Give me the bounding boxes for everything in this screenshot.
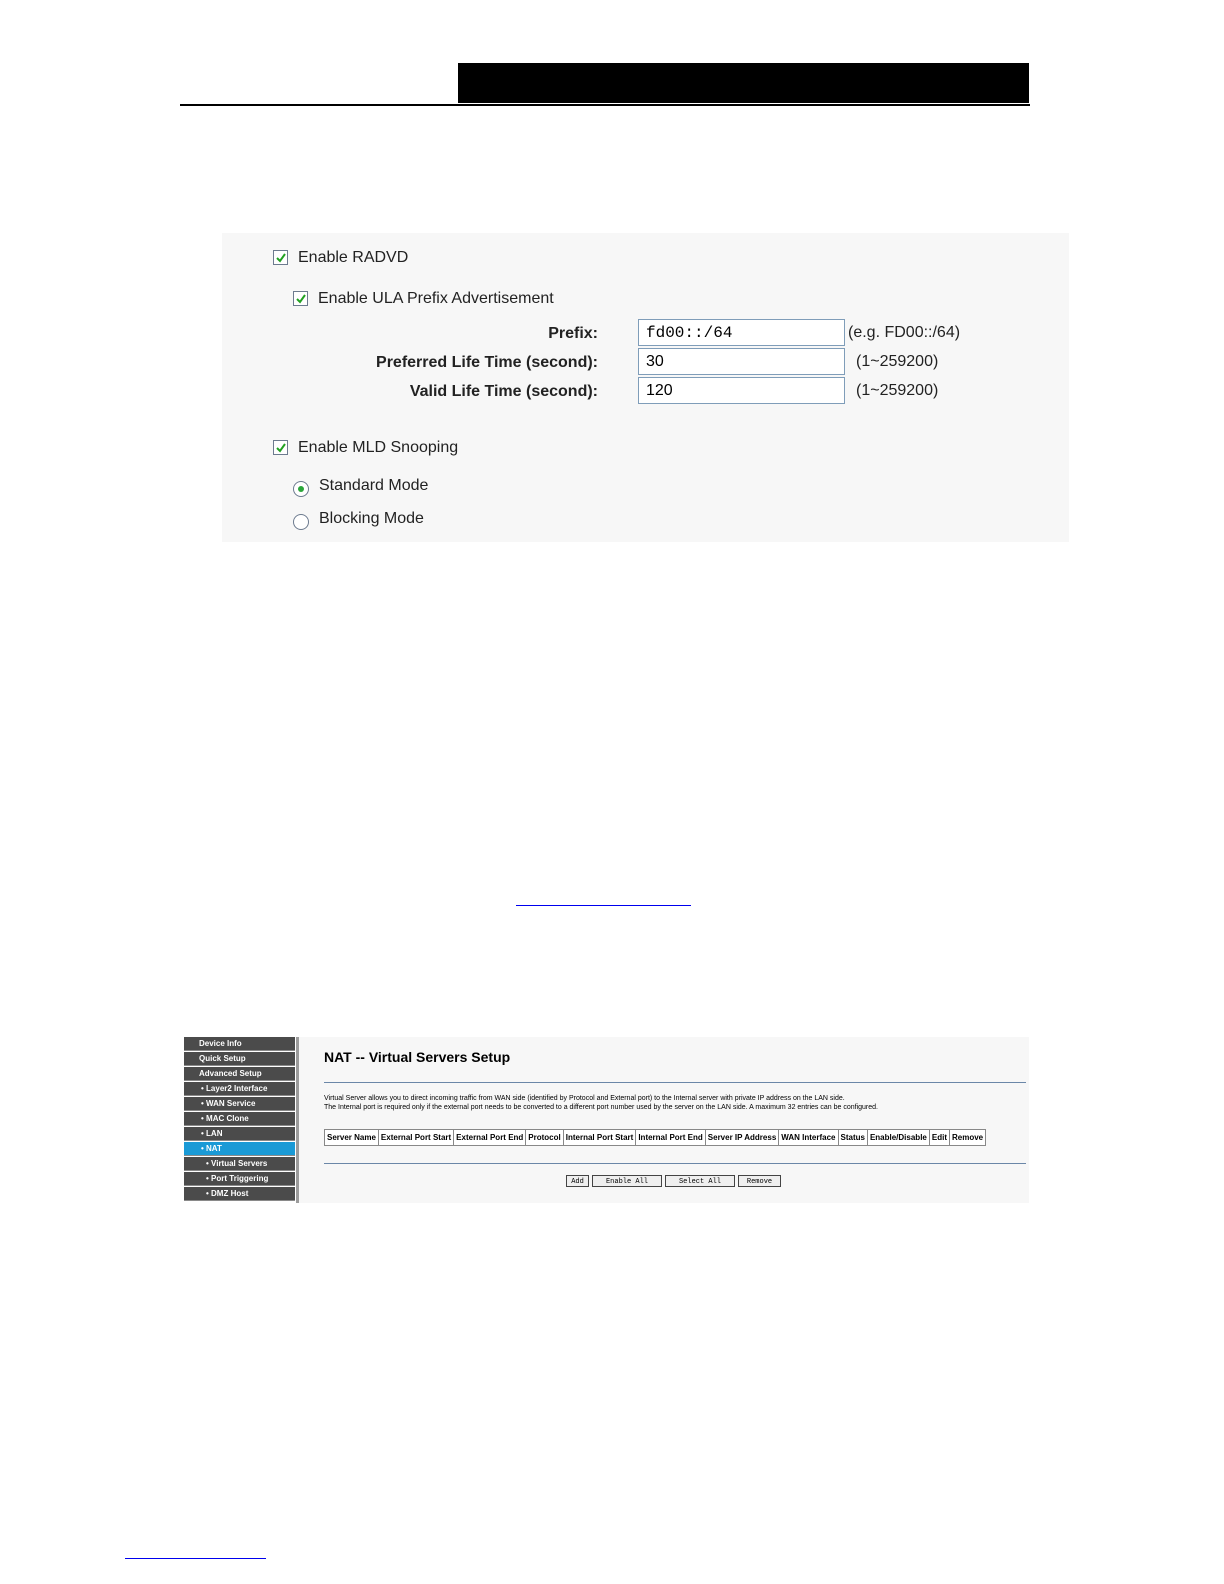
sidebar-item-label: Port Triggering — [211, 1174, 269, 1183]
column-header: Server IP Address — [705, 1130, 778, 1146]
nat-main-content — [299, 1037, 1029, 1203]
checkmark-icon — [275, 252, 287, 264]
column-header: WAN Interface — [779, 1130, 838, 1146]
header-bar — [458, 63, 1029, 103]
column-header: Remove — [949, 1130, 985, 1146]
link-underline[interactable] — [516, 905, 691, 906]
column-header: Edit — [929, 1130, 949, 1146]
page-title: NAT -- Virtual Servers Setup — [324, 1049, 511, 1065]
preferred-life-time-input[interactable] — [638, 348, 845, 375]
sidebar-item-lan[interactable]: • LAN — [184, 1127, 295, 1141]
select-all-button[interactable]: Select All — [665, 1175, 735, 1187]
nat-sidebar — [183, 1037, 296, 1203]
column-header: Server Name — [325, 1130, 379, 1146]
standard-mode-radio[interactable] — [293, 481, 309, 497]
title-divider — [324, 1082, 1026, 1083]
enable-all-button[interactable]: Enable All — [592, 1175, 662, 1187]
sidebar-item-mac-clone[interactable]: • MAC Clone — [184, 1112, 295, 1126]
sidebar-item-quick-setup[interactable]: Quick Setup — [184, 1052, 295, 1066]
remove-button[interactable]: Remove — [738, 1175, 781, 1187]
sidebar-item-nat[interactable]: • NAT — [184, 1142, 295, 1156]
description-line-2: The Internal port is required only if the external port needs to be converted to a different port number used by the server on the LAN side. A maximum 32 entries can be configured. — [324, 1104, 878, 1111]
header-rule — [180, 104, 1030, 106]
description-line-1: Virtual Server allows you to direct incoming traffic from WAN side (identified by Protocol and External port) to the Internal server with private IP address on the LAN side. — [324, 1095, 845, 1102]
table-divider — [324, 1163, 1026, 1164]
sidebar-item-virtual-servers[interactable]: • Virtual Servers — [184, 1157, 295, 1171]
enable-mld-label: Enable MLD Snooping — [298, 439, 459, 456]
add-button[interactable]: Add — [566, 1175, 589, 1187]
enable-mld-checkbox[interactable] — [273, 440, 288, 455]
sidebar-item-label: DMZ Host — [211, 1189, 249, 1198]
blocking-mode-radio[interactable] — [293, 514, 309, 530]
sidebar-item-device-info[interactable]: Device Info — [184, 1037, 295, 1051]
checkmark-icon — [275, 442, 287, 454]
checkmark-icon — [295, 293, 307, 305]
sidebar-item-label: Virtual Servers — [211, 1159, 268, 1168]
radio-selected-dot — [298, 486, 304, 492]
prefix-hint: (e.g. FD00::/64) — [848, 324, 961, 341]
standard-mode-label: Standard Mode — [319, 477, 429, 494]
sidebar-item-port-triggering[interactable]: • Port Triggering — [184, 1172, 295, 1186]
column-header: Protocol — [526, 1130, 563, 1146]
enable-radvd-label: Enable RADVD — [298, 249, 409, 266]
column-header: Enable/Disable — [867, 1130, 929, 1146]
prefix-input[interactable] — [638, 319, 845, 346]
preferred-life-time-label: Preferred Life Time (second): — [376, 354, 598, 371]
column-header: External Port Start — [378, 1130, 453, 1146]
sidebar-item-label: Layer2 Interface — [206, 1084, 268, 1093]
column-header: Internal Port End — [636, 1130, 705, 1146]
blocking-mode-label: Blocking Mode — [319, 510, 424, 527]
sidebar-item-wan-service[interactable]: • WAN Service — [184, 1097, 295, 1111]
column-header: Internal Port Start — [563, 1130, 636, 1146]
sidebar-item-advanced-setup[interactable]: Advanced Setup — [184, 1067, 295, 1081]
sidebar-item-label: MAC Clone — [206, 1114, 249, 1123]
prefix-label: Prefix: — [548, 325, 598, 342]
enable-ula-label: Enable ULA Prefix Advertisement — [318, 290, 554, 307]
sidebar-item-layer2-interface[interactable]: • Layer2 Interface — [184, 1082, 295, 1096]
radvd-settings-panel — [222, 233, 1069, 542]
sidebar-item-dmz-host[interactable]: • DMZ Host — [184, 1187, 295, 1201]
valid-life-time-label: Valid Life Time (second): — [409, 383, 598, 400]
sidebar-item-label: WAN Service — [206, 1099, 256, 1108]
sidebar-item-label: NAT — [206, 1144, 222, 1153]
table-header-row — [325, 1130, 986, 1146]
valid-life-time-hint: (1~259200) — [856, 382, 939, 399]
enable-radvd-checkbox[interactable] — [273, 250, 288, 265]
column-header: Status — [838, 1130, 867, 1146]
enable-ula-checkbox[interactable] — [293, 291, 308, 306]
nat-virtual-servers-screenshot — [183, 1037, 1029, 1203]
virtual-servers-table — [324, 1129, 986, 1146]
valid-life-time-input[interactable] — [638, 377, 845, 404]
footer-link-underline[interactable] — [125, 1558, 266, 1559]
sidebar-item-label: LAN — [206, 1129, 223, 1138]
preferred-life-time-hint: (1~259200) — [856, 353, 939, 370]
column-header: External Port End — [454, 1130, 526, 1146]
